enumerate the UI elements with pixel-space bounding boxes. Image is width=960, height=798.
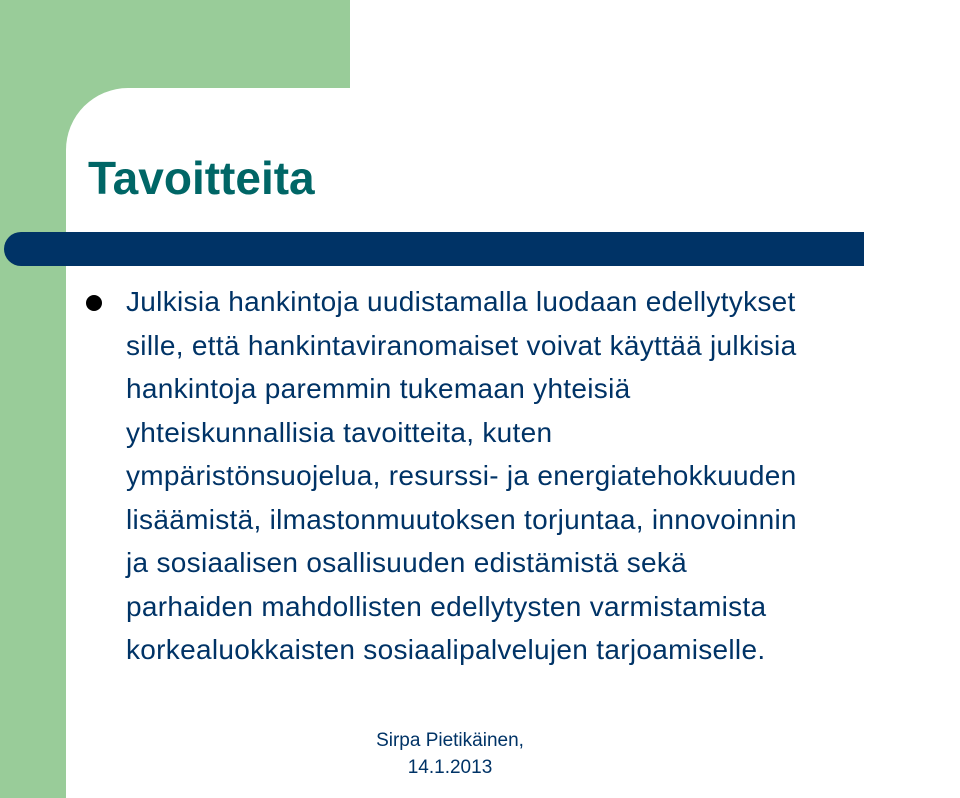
title-divider-bar xyxy=(4,232,864,266)
bullet-icon xyxy=(86,295,102,311)
bullet-line: yhteiskunnallisia tavoitteita, kuten xyxy=(126,416,553,448)
bullet-line: Julkisia hankintoja uudistamalla luodaan edellytykset xyxy=(126,286,796,317)
bullet-line: hankintoja paremmin tukemaan yhteisiä xyxy=(126,373,631,404)
bullet-line: ja sosiaalisen osallisuuden edistämistä sekä xyxy=(126,547,688,578)
slide-footer xyxy=(300,727,600,781)
bullet-line: sille, että hankintaviranomaiset voivat käyttää julkisia xyxy=(126,329,797,361)
bullet-line: lisäämistä, ilmastonmuutoksen torjuntaa, innovoinnin xyxy=(126,503,797,535)
bullet-line: korkealuokkaisten sosiaalipalvelujen tarjoamiselle. xyxy=(126,634,766,665)
bullet-line: parhaiden mahdollisten edellytysten varmistamista xyxy=(126,590,767,622)
bullet-line: ympäristönsuojelua, resurssi- ja energiatehokkuuden xyxy=(126,460,797,491)
footer-author: Sirpa Pietikäinen, xyxy=(376,730,524,751)
bullet-text xyxy=(126,280,956,672)
footer-date: 14.1.2013 xyxy=(407,757,493,778)
slide-title: Tavoitteita xyxy=(88,152,315,204)
